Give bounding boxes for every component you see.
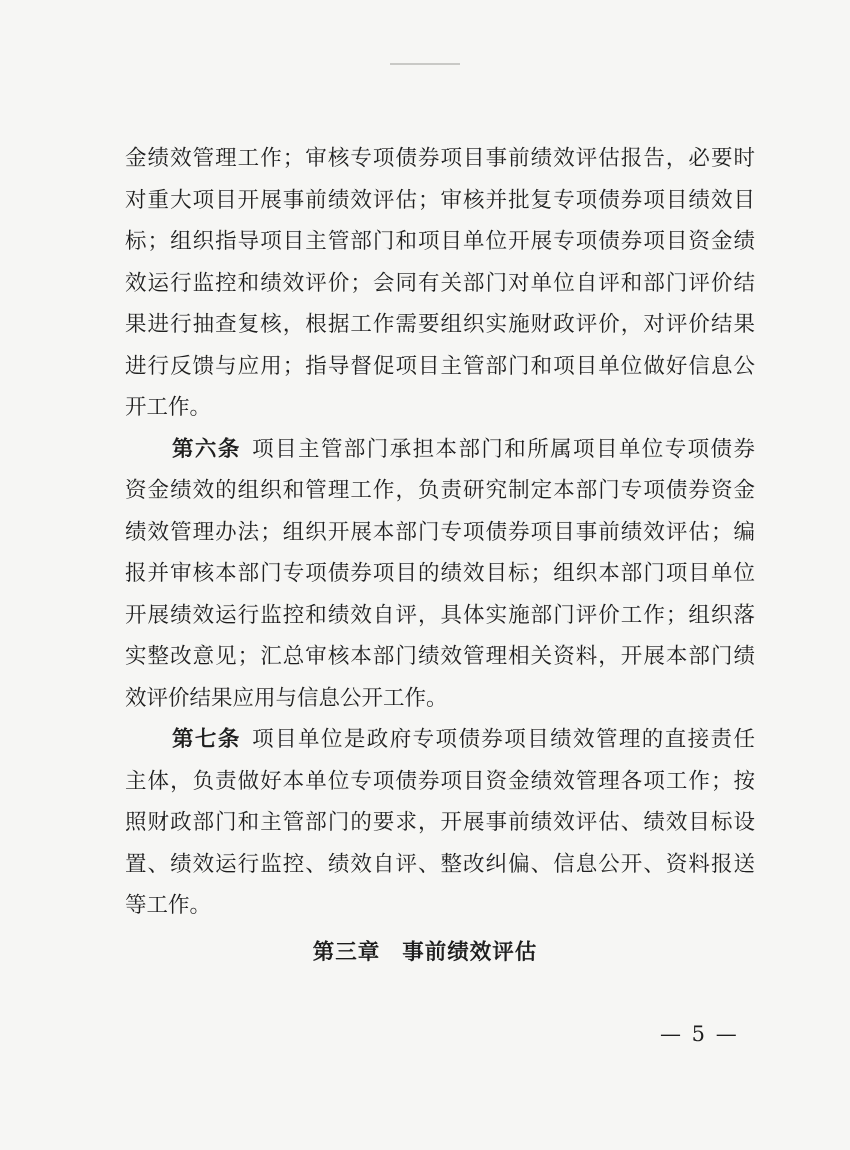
scan-artifact bbox=[390, 63, 460, 65]
text-line: 金绩效管理工作；审核专项债券项目事前绩效评估报告，必要时 bbox=[125, 146, 755, 171]
article-heading: 第六条 bbox=[172, 436, 241, 462]
article-heading: 第七条 bbox=[172, 727, 241, 752]
chapter-number: 第三章 bbox=[312, 940, 381, 965]
chapter-heading bbox=[0, 935, 850, 966]
text-line: 实整改意见；汇总审核本部门绩效管理相关资料，开展本部门绩 bbox=[125, 644, 755, 669]
text-line: 绩效管理办法；组织开展本部门专项债券项目事前绩效评估；编 bbox=[125, 519, 755, 545]
text-line: 照财政部门和主管部门的要求，开展事前绩效评估、绩效目标设 bbox=[125, 810, 755, 835]
text-line: 报并审核本部门专项债券项目的绩效目标；组织本部门项目单位 bbox=[125, 561, 755, 586]
text-line: 主体，负责做好本单位专项债券项目资金绩效管理各项工作；按 bbox=[125, 768, 755, 794]
article-first-line bbox=[125, 429, 755, 471]
text-line: 开展绩效运行监控和绩效自评，具体实施部门评价工作；组织落 bbox=[125, 602, 755, 628]
text-line: 开工作。 bbox=[125, 395, 212, 420]
text-line: 资金绩效的组织和管理工作，负责研究制定本部门专项债券资金 bbox=[125, 478, 755, 503]
chapter-title: 事前绩效评估 bbox=[402, 940, 538, 965]
article-text: 项目主管部门承担本部门和所属项目单位专项债券 bbox=[250, 436, 755, 462]
article-first-line bbox=[125, 719, 755, 761]
text-line: 标；组织指导项目主管部门和项目单位开展专项债券项目资金绩 bbox=[125, 229, 755, 254]
text-line: 效评价结果应用与信息公开工作。 bbox=[125, 685, 448, 711]
text-line: 进行反馈与应用；指导督促项目主管部门和项目单位做好信息公 bbox=[125, 353, 755, 379]
text-line: 置、绩效运行监控、绩效自评、整改纠偏、信息公开、资料报送 bbox=[125, 851, 755, 877]
text-line: 等工作。 bbox=[125, 893, 212, 918]
body-text bbox=[125, 138, 755, 927]
text-line: 果进行抽查复核，根据工作需要组织实施财政评价，对评价结果 bbox=[125, 312, 755, 337]
text-line: 对重大项目开展事前绩效评估；审核并批复专项债券项目绩效目 bbox=[125, 187, 755, 213]
text-line: 效运行监控和绩效评价；会同有关部门对单位自评和部门评价结 bbox=[125, 270, 755, 296]
page-number: — 5 — bbox=[660, 1022, 739, 1046]
article-text: 项目单位是政府专项债券项目绩效管理的直接责任 bbox=[250, 727, 755, 752]
